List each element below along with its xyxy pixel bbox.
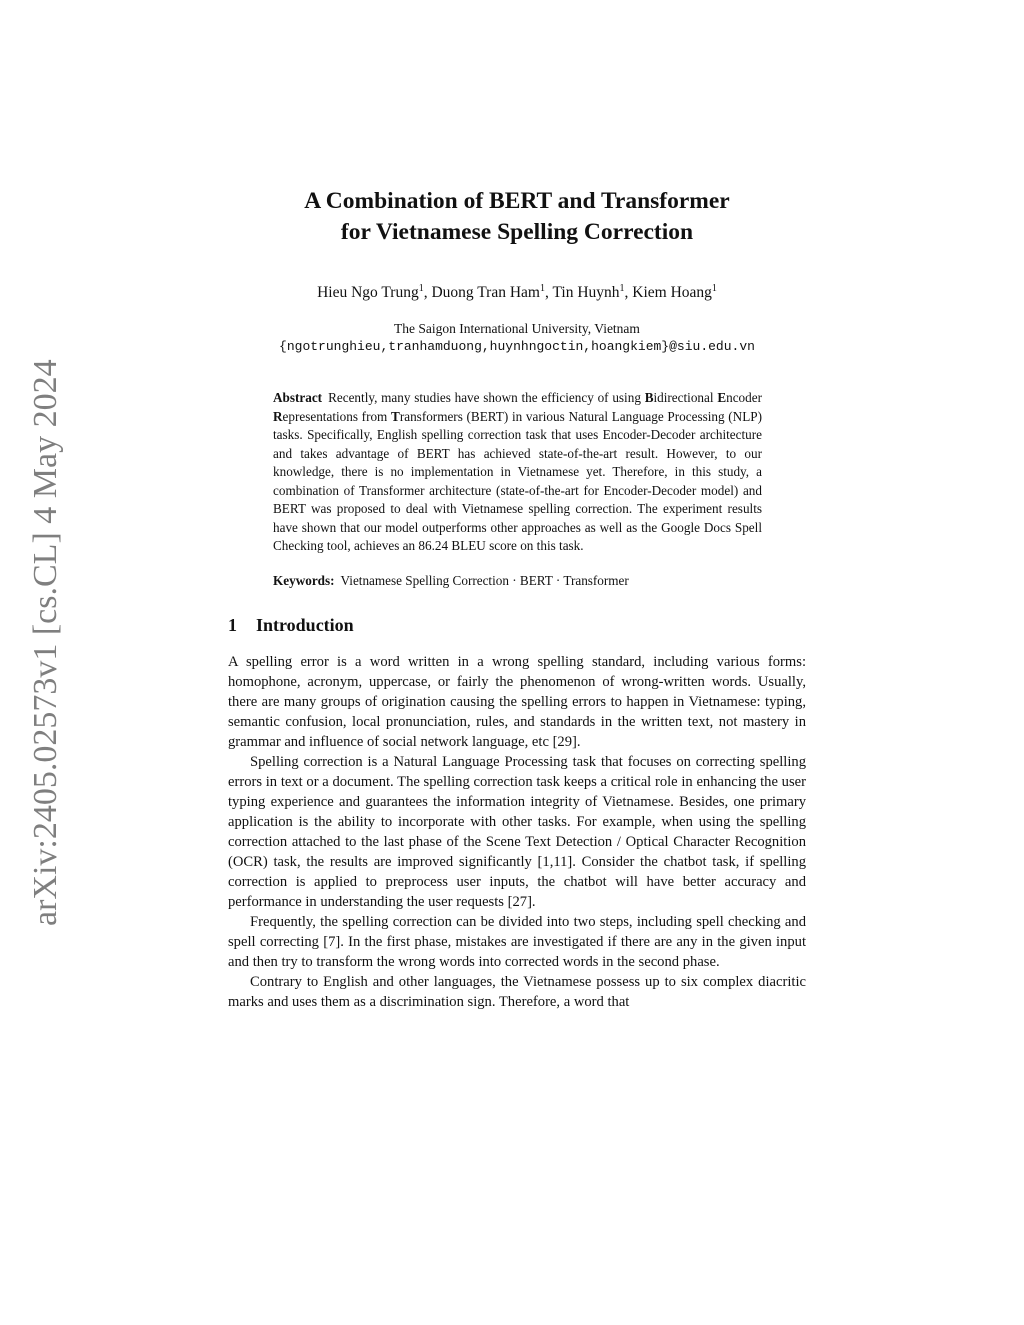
arxiv-identifier: arXiv:2405.02573v1 [cs.CL] 4 May 2024 <box>27 359 64 926</box>
author-affil-mark: 1 <box>418 283 424 294</box>
abstract-fragment: epresentations from <box>282 408 392 424</box>
author-separator: , <box>544 284 553 301</box>
author-separator: , <box>423 284 432 301</box>
paragraph: Contrary to English and other languages, the Vietnamese possess up to six complex diacritic marks and uses them as a discrimination sign. Therefore, a word that <box>228 974 806 1010</box>
abstract-fragment-bold: E <box>717 390 727 405</box>
abstract <box>273 389 762 556</box>
author-affil-mark: 1 <box>539 283 545 294</box>
author-name: Kiem Hoang <box>632 284 712 301</box>
author-affil-mark: 1 <box>619 283 625 294</box>
section-heading-introduction <box>228 615 806 636</box>
abstract-fragment: ransformers (BERT) in various Natural Language Processing (NLP) tasks. Specifically, English spelling correction task that uses Encoder-Decoder architecture and takes advantage of BERT has achieved state-of-the-art result. However, to our knowledge, there is no implementation in Vietnamese yet. Therefore, in this study, a combination of Transformer architecture (state-of-the-art for Encoder-Decoder model) and BERT was proposed to deal with Vietnamese spelling correction. The experiment results have shown that our model outperforms other approaches as well as the Google Docs Spell Checking tool, achieves an 86.24 BLEU score on this task. <box>273 408 762 553</box>
abstract-fragment-bold: B <box>644 390 654 405</box>
author-name: Duong Tran Ham <box>431 284 540 301</box>
author <box>632 284 717 301</box>
abstract-fragment-bold: R <box>273 408 283 424</box>
author <box>552 284 632 301</box>
keywords <box>273 572 762 591</box>
paragraph: Spelling correction is a Natural Language Processing task that focuses on correcting spelling errors in text or a document. The spelling correction task keeps a critical role in enhancing the user typing experience and guarantees the information integrity of Vietnamese. Besides, one primary application is the ability to incorporate with other tasks. For example, when using the spelling correction attached to the last phase of the Scene Text Detection / Optical Character Recognition (OCR) task, the results are improved significantly [1,11]. Consider the chatbot task, if spelling correction is applied to preprocess user inputs, the chatbot will have better accuracy and performance in understanding the user requests [27]. <box>228 754 806 910</box>
author-emails: {ngotrunghieu,tranhamduong,huynhngoctin,hoangkiem}@siu.edu.vn <box>279 339 755 354</box>
author-name: Hieu Ngo Trung <box>317 284 419 301</box>
paper-page <box>228 0 806 1012</box>
paper-title <box>228 186 806 248</box>
abstract-fragment: Recently, many studies have shown the efficiency of using <box>328 390 645 405</box>
paragraph: Frequently, the spelling correction can be divided into two steps, including spell checking and spell correcting [7]. In the first phase, mistakes are investigated if there are any in the given input and then try to transform the wrong words into corrected words in the second phase. <box>228 914 806 970</box>
abstract-fragment: ncoder <box>726 390 762 405</box>
author-affil-mark: 1 <box>711 283 717 294</box>
section-number: 1 <box>228 615 237 635</box>
author <box>317 284 431 301</box>
author-name: Tin Huynh <box>552 284 620 301</box>
keywords-label: Keywords: <box>273 572 335 588</box>
section-body <box>228 652 806 1012</box>
abstract-label: Abstract <box>273 390 323 405</box>
abstract-text <box>273 390 762 553</box>
paragraph: A spelling error is a word written in a wrong spelling standard, including various forms: homophone, acronym, uppercase, or fairly the phenomenon of wrong-written words. Usually, there are many groups of origination causing the spelling errors to happen in Vietnamese: typing, semantic confusion, local pronunciation, rules, and standards in the written text, not mastery in grammar and influence of social network language, etc [29]. <box>228 654 806 750</box>
section-title: Introduction <box>256 615 354 635</box>
keywords-text: Vietnamese Spelling Correction · BERT · Transformer <box>340 572 629 588</box>
author-separator: , <box>624 284 633 301</box>
abstract-fragment: idirectional <box>653 390 718 405</box>
author <box>431 284 552 301</box>
affiliation: The Saigon International University, Vietnam <box>394 321 640 336</box>
abstract-fragment-bold: T <box>391 408 400 424</box>
author-list <box>228 284 806 302</box>
title-line-2: for Vietnamese Spelling Correction <box>340 219 694 245</box>
title-line-1: A Combination of BERT and Transformer <box>304 188 730 214</box>
